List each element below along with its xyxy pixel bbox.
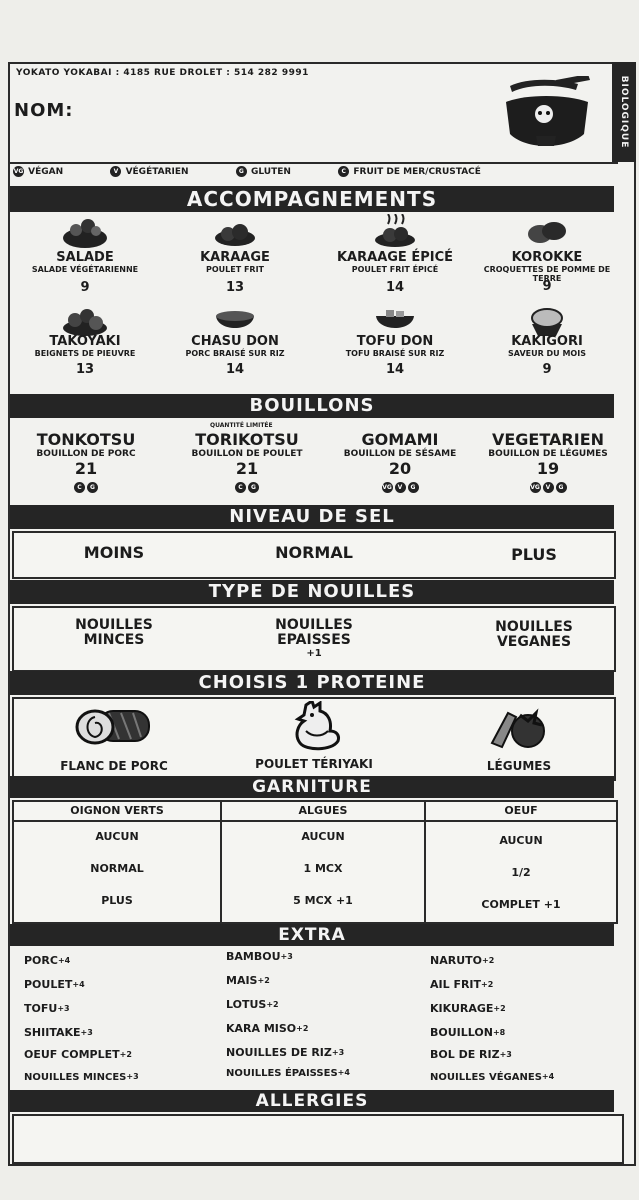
legend-gluten: GLUTEN — [251, 167, 291, 177]
garniture-col-oignon — [12, 800, 222, 924]
garniture-option[interactable]: 1/2 — [511, 866, 531, 879]
sel-title: NIVEAU DE SEL — [10, 505, 614, 529]
item-name: KAKIGORI — [511, 334, 583, 349]
rice-bowl-icon — [210, 302, 260, 338]
vegetables-icon — [484, 703, 554, 753]
item-desc: POULET FRIT — [205, 265, 265, 274]
garniture-col-algues — [220, 800, 426, 924]
extra-item-lotus[interactable]: $LOTUS^{+2}$ — [226, 998, 279, 1011]
seafood-badge-icon: C — [74, 482, 85, 493]
shaved-ice-icon — [522, 302, 572, 338]
bouillon-name: GOMAMI — [361, 430, 439, 449]
bouillon-desc: BOUILLON DE SÉSAME — [343, 449, 457, 459]
nouilles-option-veganes[interactable]: NOUILLES VEGANES — [495, 619, 573, 650]
accompagnements-grid — [10, 214, 614, 390]
extra-item-ail-frit[interactable]: AIL $FRIT^{+2}$ — [430, 978, 494, 991]
extra-item-shiitake[interactable]: $SHIITAKE^{+3}$ — [24, 1026, 93, 1039]
item-name: SALADE — [56, 250, 114, 265]
sel-option-normal[interactable]: NORMAL — [275, 543, 353, 562]
garniture-head: ALGUES — [222, 802, 424, 822]
item-price: 14 — [225, 362, 245, 377]
item-desc: POULET FRIT ÉPICÉ — [351, 265, 439, 274]
item-name: KOROKKE — [511, 250, 583, 265]
bouillon-price: 21 — [235, 459, 259, 478]
vegetarien-badge-icon: V — [543, 482, 554, 493]
bouillon-gomami[interactable] — [332, 430, 468, 496]
extra-item-nouilles-epaisses[interactable]: NOUILLES $ÉPAISSES^{+4}$ — [226, 1068, 350, 1079]
item-desc: BEIGNETS DE PIEUVRE — [34, 349, 136, 358]
garniture-col-oeuf — [424, 800, 618, 924]
item-price: 14 — [385, 362, 405, 377]
extra-item-bambou[interactable]: $BAMBOU^{+3}$ — [226, 950, 293, 963]
item-price: 9 — [542, 279, 552, 294]
nom-label: NOM: — [14, 100, 74, 121]
garniture-head: OIGNON VERTS — [14, 802, 220, 822]
item-chasu-don[interactable] — [160, 302, 310, 388]
item-price: 14 — [385, 280, 405, 295]
proteine-label: POULET TÉRIYAKI — [255, 757, 373, 771]
sel-option-moins[interactable]: MOINS — [83, 543, 145, 562]
spicy-chicken-icon — [370, 214, 420, 250]
sel-option-plus[interactable]: PLUS — [511, 545, 557, 564]
bouillon-desc: BOUILLON DE POULET — [191, 449, 303, 459]
extra-item-nouilles-veganes[interactable]: NOUILLES $VÉGANES^{+4}$ — [430, 1072, 555, 1083]
seafood-badge-icon: C — [338, 166, 349, 177]
proteine-box — [12, 697, 616, 781]
chicken-icon — [284, 701, 344, 753]
item-desc: TOFU BRAISÉ SUR RIZ — [345, 349, 445, 358]
item-desc: SAVEUR DU MOIS — [508, 349, 586, 358]
salad-icon — [60, 214, 110, 250]
legend-vegan: VÉGAN — [28, 167, 64, 177]
bouillon-price: 21 — [74, 459, 98, 478]
item-kakigori[interactable] — [480, 302, 614, 388]
garniture-option[interactable]: 5 MCX +1 — [293, 894, 353, 907]
ramen-bowl-logo — [496, 76, 596, 156]
gluten-badge-icon: G — [236, 166, 247, 177]
bouillons-grid — [10, 420, 630, 502]
allergies-field[interactable] — [12, 1114, 624, 1164]
nouilles-box — [12, 606, 616, 672]
garniture-head: OEUF — [426, 802, 616, 822]
bouillon-badges — [10, 477, 162, 496]
legend-fruit-de-mer: FRUIT DE MER/CRUSTACÉ — [353, 167, 481, 177]
extra-item-poulet[interactable]: $POULET^{+4}$ — [24, 978, 85, 991]
bouillon-desc: BOUILLON DE PORC — [36, 449, 136, 459]
item-price: 13 — [75, 362, 95, 377]
proteine-option-poulet[interactable] — [224, 701, 404, 771]
gluten-badge-icon: G — [87, 482, 98, 493]
garniture-title: GARNITURE — [10, 776, 614, 798]
bouillon-torikotsu[interactable] — [162, 430, 332, 496]
fried-chicken-icon — [210, 214, 260, 250]
item-karaage[interactable] — [160, 214, 310, 300]
item-name: KARAAGE ÉPICÉ — [336, 250, 453, 265]
restaurant-info: YOKATO YOKABAI : 4185 RUE DROLET : 514 282 9991 — [16, 68, 309, 78]
bouillon-badges — [162, 477, 332, 496]
extra-item-bouillon[interactable]: $BOUILLON^{+8}$ — [430, 1026, 506, 1039]
extra-item-mais[interactable]: $MAIS^{+2}$ — [226, 974, 270, 987]
item-tofu-don[interactable] — [310, 302, 480, 388]
bouillon-vegetarien[interactable] — [468, 430, 628, 496]
garniture-option[interactable]: AUCUN — [499, 834, 543, 847]
vegetarien-badge-icon: V — [395, 482, 406, 493]
item-name: TAKOYAKI — [49, 334, 121, 349]
extra-item-porc[interactable]: $PORC^{+4}$ — [24, 954, 71, 967]
seafood-badge-icon: C — [235, 482, 246, 493]
proteine-option-legumes[interactable] — [434, 703, 604, 773]
vegan-badge-icon: VG — [382, 484, 392, 491]
proteine-label: LÉGUMES — [486, 759, 552, 773]
bouillon-desc: BOUILLON DE LÉGUMES — [488, 449, 608, 459]
extra-item-nouilles-minces[interactable]: NOUILLES $MINCES^{+3}$ — [24, 1072, 139, 1083]
bouillon-badges — [332, 477, 468, 496]
takoyaki-icon — [60, 302, 110, 338]
bouillon-name: VEGETARIEN — [491, 430, 605, 449]
bouillon-tonkotsu[interactable] — [10, 430, 162, 496]
proteine-option-flanc-de-porc[interactable] — [24, 703, 204, 773]
extra-title: EXTRA — [10, 924, 614, 946]
croquette-icon — [522, 214, 572, 250]
nouilles-title: TYPE DE NOUILLES — [10, 580, 614, 604]
item-korokke[interactable] — [480, 214, 614, 300]
item-karaage-epice[interactable] — [310, 214, 480, 300]
pork-belly-icon — [69, 703, 159, 749]
garniture-option[interactable]: AUCUN — [301, 830, 345, 843]
item-takoyaki[interactable] — [10, 302, 160, 388]
vegetarien-badge-icon: V — [110, 166, 121, 177]
item-price: 9 — [542, 362, 552, 377]
bouillon-price: 20 — [388, 459, 412, 478]
proteine-title: CHOISIS 1 PROTEINE — [10, 671, 614, 695]
garniture-option[interactable]: PLUS — [101, 894, 133, 907]
gluten-badge-icon: G — [248, 482, 259, 493]
item-desc: CROQUETTES DE POMME DE TERRE — [483, 265, 611, 283]
item-name: TOFU DON — [356, 334, 434, 349]
garniture-option[interactable]: NORMAL — [90, 862, 144, 875]
nouilles-option-minces[interactable]: NOUILLES MINCES — [75, 617, 153, 648]
sel-box — [12, 531, 616, 579]
gluten-badge-icon: G — [408, 482, 419, 493]
item-name: KARAAGE — [200, 250, 270, 265]
accompagnements-title: ACCOMPAGNEMENTS — [10, 186, 614, 212]
extra-grid — [24, 950, 624, 1090]
item-desc: PORC BRAISÉ SUR RIZ — [185, 349, 285, 358]
bouillon-badges — [468, 477, 628, 496]
tofu-bowl-icon — [370, 302, 420, 338]
allergies-title: ALLERGIES — [10, 1090, 614, 1112]
garniture-option[interactable]: AUCUN — [95, 830, 139, 843]
header-box — [8, 62, 629, 164]
item-desc: SALADE VÉGÉTARIENNE — [31, 265, 139, 274]
legend-vegetarien: VÉGÉTARIEN — [125, 167, 189, 177]
biologique-side-label: BIOLOGIQUE — [612, 62, 636, 162]
extra-item-tofu[interactable]: $TOFU^{+3}$ — [24, 1002, 70, 1015]
gluten-badge-icon: G — [556, 482, 567, 493]
garniture-option[interactable]: 1 MCX — [303, 862, 343, 875]
extra-item-nouilles-de-riz[interactable]: NOUILLES DE $RIZ^{+3}$ — [226, 1046, 345, 1059]
item-salade[interactable] — [10, 214, 160, 300]
item-price: 9 — [80, 280, 90, 295]
item-price: 13 — [225, 280, 245, 295]
name-field[interactable] — [108, 102, 488, 142]
bouillon-name: TORIKOTSU — [195, 430, 299, 449]
legend — [12, 166, 612, 182]
bouillons-title: BOUILLONS — [10, 394, 614, 418]
limited-note: QUANTITÉ LIMITÉE — [210, 422, 273, 429]
bouillon-name: TONKOTSU — [36, 430, 136, 449]
nouilles-option-epaisses[interactable]: NOUILLES EPAISSES +1 — [275, 617, 353, 659]
proteine-label: FLANC DE PORC — [60, 759, 168, 773]
extra-item-oeuf-complet[interactable]: OEUF $COMPLET^{+2}$ — [24, 1048, 132, 1061]
extra-item-bol-de-riz[interactable]: BOL DE $RIZ^{+3}$ — [430, 1048, 512, 1061]
extra-item-naruto[interactable]: $NARUTO^{+2}$ — [430, 954, 495, 967]
garniture-option[interactable]: COMPLET +1 — [481, 898, 561, 911]
bouillon-price: 19 — [536, 459, 560, 478]
extra-item-kikurage[interactable]: $KIKURAGE^{+2}$ — [430, 1002, 506, 1015]
vegan-badge-icon: VG — [13, 168, 24, 175]
vegan-badge-icon: VG — [530, 484, 540, 491]
extra-item-kara-miso[interactable]: KARA $MISO^{+2}$ — [226, 1022, 309, 1035]
item-name: CHASU DON — [191, 334, 279, 349]
